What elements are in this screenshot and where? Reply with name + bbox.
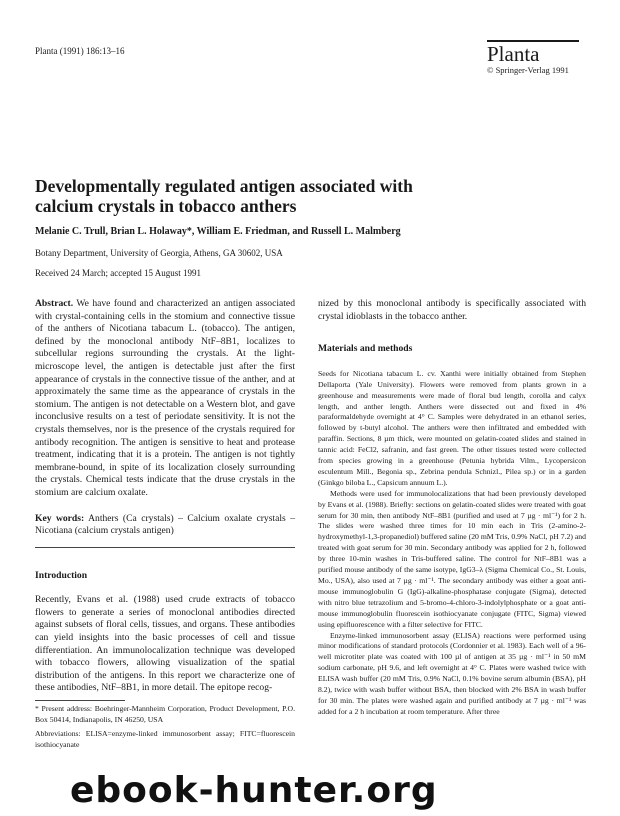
- received-dates: Received 24 March; accepted 15 August 1991: [35, 268, 201, 278]
- affiliation: Botany Department, University of Georgia, Athens, GA 30602, USA: [35, 248, 283, 258]
- abstract-label: Abstract.: [35, 298, 74, 309]
- methods-paragraph-2: Methods were used for immunolocalizations that had been previously developed by Evans et al. (1988). Briefly: sections on gelatin-coated slides were treated with goat serum for 30 min, then antibody NtF–8B1 (purified and used at 7 µg · ml⁻¹) for 2 h. The slides were washed three times for 10 min each in Tris (2-amino-2-hydroxymethyl-1,3-propanediol) buffered saline (20 mM Tris, 0.9% NaCl, pH 7.2) and treated with goat serum for 30 min. Secondary antibody was applied for 2 h, followed by three 10-min washes in Tris-buffered saline. The control for NtF–8B1 was a purified mouse antibody of the same isotype, IgG3–λ (Sigma Chemical Co., St. Louis, Mo., USA), also used at 7 µg · ml⁻¹. The secondary antibody was either a goat anti-mouse immunoglobulin G (IgG)-alkaline-phosphatase conjugate (Sigma), detected with nitro blue tetrazolium and 5-bromo-4-chloro-3-indolylphosphate or a goat anti-mouse immunoglobulin fluorescein isothiocyanate conjugate (FITC, Sigma) viewed using epifluorescence with a filter selective for FITC.: [318, 488, 586, 629]
- keywords-label: Key words:: [35, 512, 85, 524]
- journal-logo-block: [487, 40, 579, 75]
- left-column: [35, 298, 295, 751]
- introduction-heading: Introduction: [35, 569, 88, 581]
- journal-citation: Planta (1991) 186:13–16: [35, 46, 125, 56]
- section-divider: [35, 547, 295, 548]
- footnote-present-address: * Present address: Boehringer-Mannheim Corporation, Product Development, P.O. Box 50414, Indianapolis, IN 46250, USA: [35, 704, 295, 724]
- footnote-divider: [35, 700, 125, 701]
- copyright-notice: © Springer-Verlag 1991: [487, 65, 569, 75]
- methods-paragraph-1: Seeds for Nicotiana tabacum L. cv. Xanthi were initially obtained from Stephen Dellaporta (Yale University). Flowers were removed from plants grown in a greenhouse and measurements were made of floral bud length, corolla and calyx length, and anther length. Anthers were dissected out and fixed in 4% paraformaldehyde overnight at 4° C. Samples were dehydrated in an ethanol series, followed by t-butyl alcohol. The anthers were then infiltrated and embedded with paraffin. Sections, 8 µm thick, were mounted on gelatin-coated slides and stained in tannic acid: FeCl2, safranin, and fast green. The other tissues tested were collected from species growing in a greenhouse (Petunia hybrida Vilm., Lycopersicon esculentum Mill., Begonia sp., Zebrina pendula Schnizl., Pilea sp.) or in a garden (Ginkgo biloba L., Capsicum annuum L.).: [318, 368, 586, 487]
- methods-heading: Materials and methods: [318, 343, 413, 355]
- keywords-paragraph: [35, 513, 295, 538]
- journal-name: Planta: [487, 42, 540, 66]
- abstract-text: We have found and characterized an antigen associated with crystal-containing cells in the stomium and connective tissue of the anthers of Nicotiana tabacum L. (tobacco). The antigen, defined by the monoclonal antibody NtF–8B1, localizes to subcellular regions surrounding the crystals. At the light-microscope level, the antigen is detectable just after the first appearance of crystals in the connective tissue of the anther, and at approximately the same time as the appearance of crystals in the stomium. The antigen is not detectable on a Western blot, and gave inconclusive results on a test of periodate sensitivity. It is not the crystals themselves, nor is the presence of the crystals required for antibody recognition. The antigen is sensitive to heat and protease treatment, indicating that it is a protein. The antigen is not tightly membrane-bound, in spite of its localization closely surrounding the crystals. Chemical tests indicate that the druse crystals in the stomium are calcium oxalate.: [35, 298, 295, 498]
- introduction-text: Recently, Evans et al. (1988) used crude extracts of tobacco flowers to generate a series of monoclonal antibodies directed against subsets of floral cells, tissues, and organs. These antibodies can yield insights into the basic processes of cell and tissue differentiation. An immunolocalization technique was developed with tobacco flowers, allowing visualization of the spatial distribution of the antigens. In this report we characterize one of these antibodies, NtF–8B1, in more detail. The epitope recog-: [35, 594, 295, 694]
- introduction-continued: nized by this monoclonal antibody is specifically associated with crystal idioblasts in the tobacco anther.: [318, 298, 586, 322]
- right-column: [318, 298, 586, 718]
- article-title: Developmentally regulated antigen associated with calcium crystals in tobacco anthers: [35, 176, 413, 216]
- methods-paragraph-3: Enzyme-linked immunosorbent assay (ELISA) reactions were performed using minor modifications of standard protocols (Cordonnier et al. 1983). Each well of a 96-well microtiter plate was coated with 100 µl of antigen at 35 µg · ml⁻¹ in 50 mM sodium carbonate, pH 9.6, and left overnight at 4° C. Plates were washed twice with ELISA wash buffer (20 mM Tris, 0.9% NaCl, 0.1% bovine serum albumin (BSA), pH 8.2), twice with wash buffer without BSA, then blocked with 2% BSA in wash buffer for 30 min. The plates were washed again and purified antibody at 7 µg · ml⁻¹ was added for a 2 h incubation at room temperature. After three: [318, 630, 586, 716]
- author-list: Melanie C. Trull, Brian L. Holaway*, William E. Friedman, and Russell L. Malmberg: [35, 226, 401, 237]
- keywords-text: Anthers (Ca crystals) – Calcium oxalate crystals – Nicotiana (calcium crystals antigen): [35, 512, 295, 537]
- watermark: ebook-hunter.org: [70, 770, 438, 811]
- abstract-paragraph: [35, 298, 295, 500]
- footnote-abbreviations: Abbreviations: ELISA=enzyme-linked immunosorbent assay; FITC=fluorescein isothiocyanate: [35, 728, 295, 749]
